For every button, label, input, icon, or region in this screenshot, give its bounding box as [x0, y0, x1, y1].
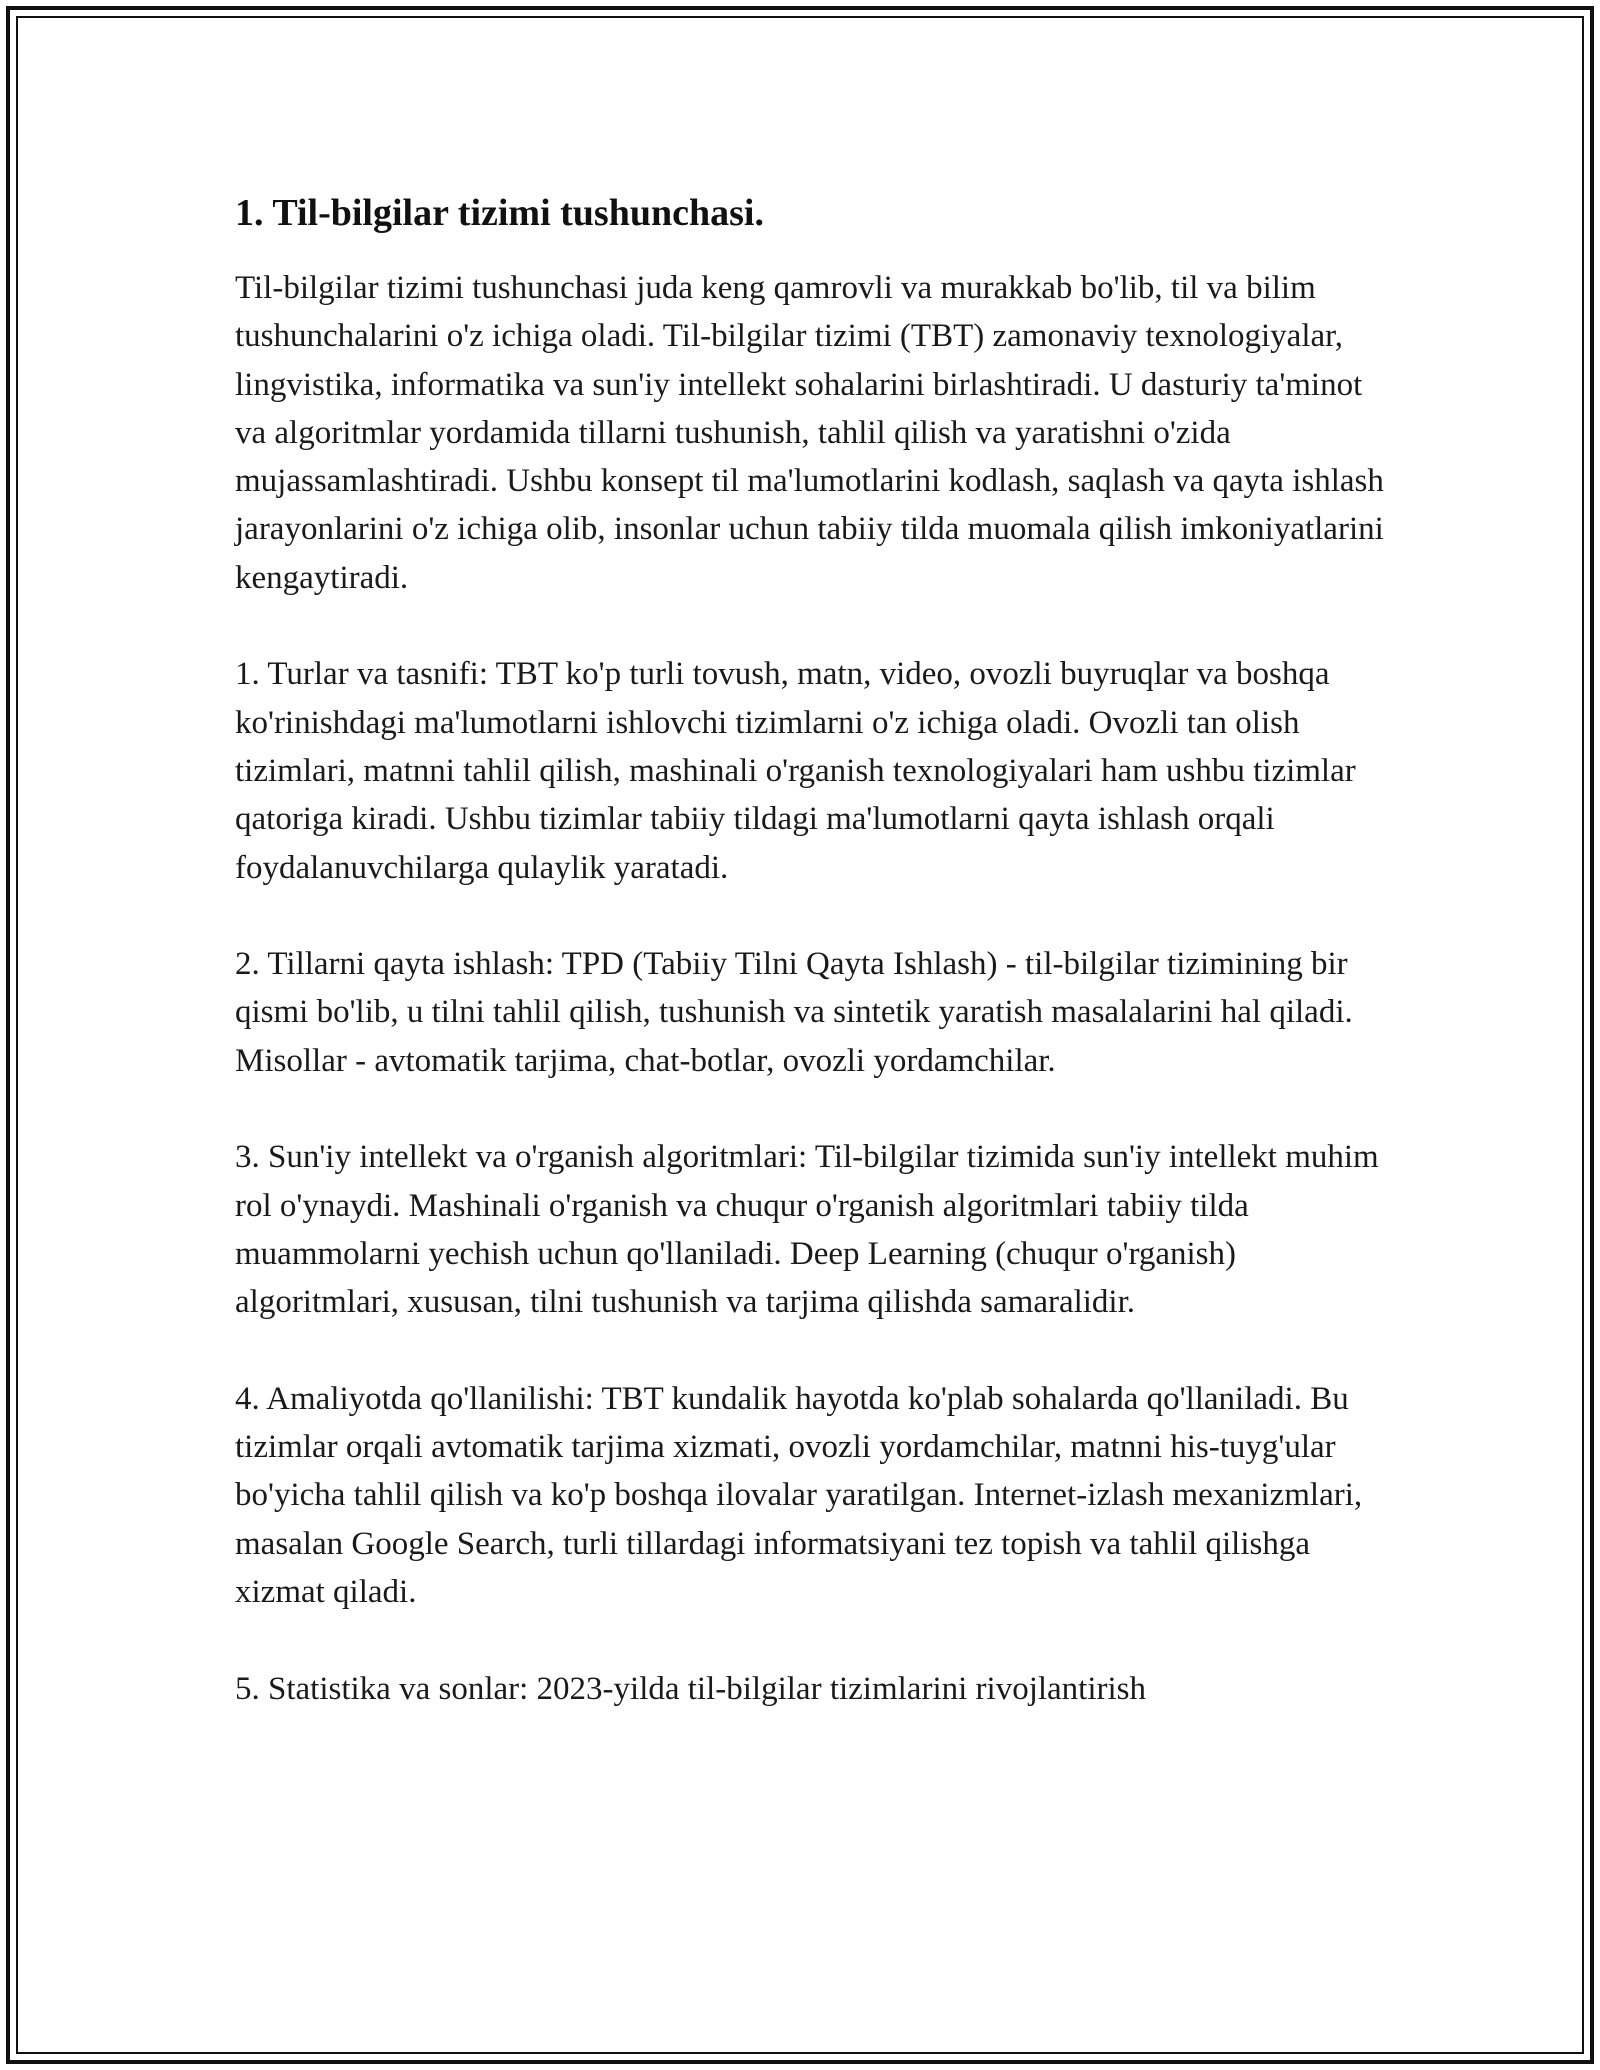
- intro-paragraph: Til-bilgilar tizimi tushunchasi juda keng qamrovli va murakkab bo'lib, til va bilim tushunchalarini o'z ichiga oladi. Til-bilgilar tizimi (TBT) zamonaviy texnologiyalar, lingvistika, informatika va sun'iy intellekt sohalarini birlashtiradi. U dasturiy ta'minot va algoritmlar yordamida tillarni tushunish, tahlil qilish va yaratishni o'zida mujassamlashtiradi. Ushbu konsept til ma'lumotlarini kodlash, saqlash va qayta ishlash jarayonlarini o'z ichiga olib, insonlar uchun tabiiy tilda muomala qilish imkoniyatlarini kengaytiradi.: [235, 270, 1384, 596]
- section-heading: 1. Til-bilgilar tizimi tushunchasi.: [235, 192, 764, 234]
- document-body: [235, 190, 1385, 1761]
- paragraph-statistics: 5. Statistika va sonlar: 2023-yilda til-bilgilar tizimlarini rivojlantirish: [235, 1670, 1147, 1707]
- paragraph-language-processing: 2. Tillarni qayta ishlash: TPD (Tabiiy Tilni Qayta Ishlash) - til-bilgilar tizimining bir qismi bo'lib, u tilni tahlil qilish, tushunish va sintetik yaratish masalalarini hal qiladi. Misollar - avtomatik tarjima, chat-botlar, ovozli yordamchilar.: [235, 946, 1353, 1079]
- paragraph-types-classification: 1. Turlar va tasnifi: TBT ko'p turli tovush, matn, video, ovozli buyruqlar va boshqa ko'rinishdagi ma'lumotlarni ishlovchi tizimlarni o'z ichiga oladi. Ovozli tan olish tizimlari, matnni tahlil qilish, mashinali o'rganish texnologiyalari ham ushbu tizimlar qatoriga kiradi. Ushbu tizimlar tabiiy tildagi ma'lumotlarni qayta ishlash orqali foydalanuvchilarga qulaylik yaratadi.: [235, 656, 1356, 886]
- paragraph-ai-algorithms: 3. Sun'iy intellekt va o'rganish algoritmlari: Til-bilgilar tizimida sun'iy intellekt muhim rol o'ynaydi. Mashinali o'rganish va chuqur o'rganish algoritmlari tabiiy tilda muammolarni yechish uchun qo'llaniladi. Deep Learning (chuqur o'rganish) algoritmlari, xususan, tilni tushunish va tarjima qilishda samaralidir.: [235, 1139, 1379, 1321]
- paragraph-practical-application: 4. Amaliyotda qo'llanilishi: TBT kundalik hayotda ko'plab sohalarda qo'llaniladi. Bu tizimlar orqali avtomatik tarjima xizmati, ovozli yordamchilar, matnni his-tuyg'ular bo'yicha tahlil qilish va ko'p boshqa ilovalar yaratilgan. Internet-izlash mexanizmlari, masalan Google Search, turli tillardagi informatsiyani tez topish va tahlil qilishga xizmat qiladi.: [235, 1380, 1363, 1611]
